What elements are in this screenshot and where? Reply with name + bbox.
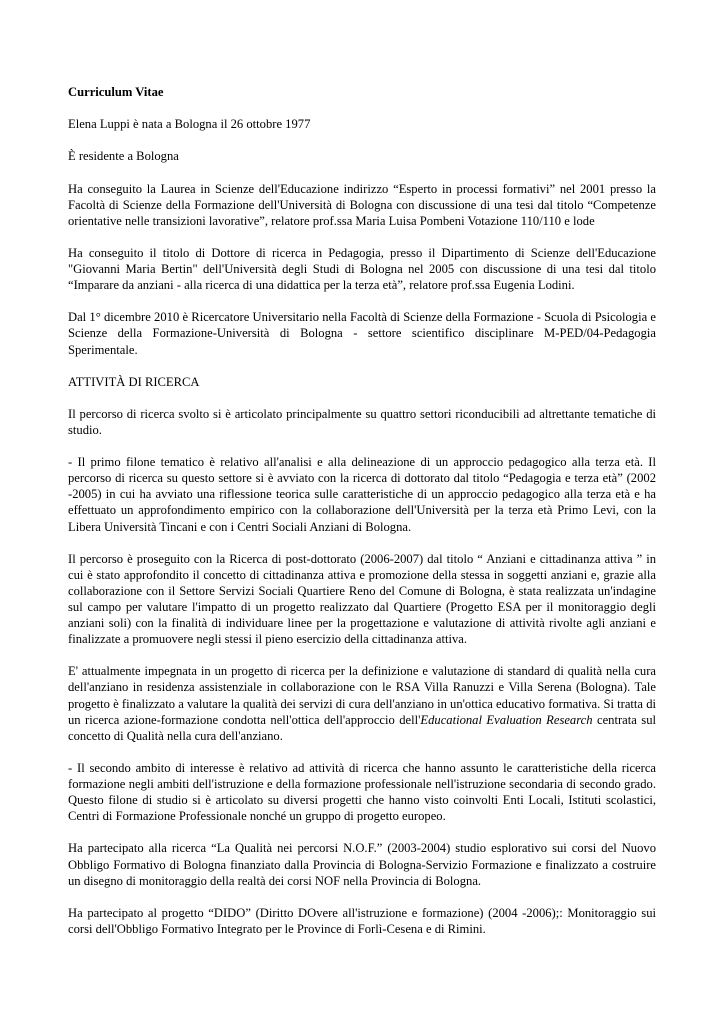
qualita-text-end: centrata sul concetto di Qualità nella cura dell'anziano. <box>68 712 657 743</box>
filone-2-paragraph: - Il secondo ambito di interesse è relativo ad attività di ricerca che hanno assunto le caratteristiche della ricerca formazione negli ambiti dell'istruzione e della formazione professionale nell'istruzione secondaria di secondo grado. Questo filone di studio si è articolato su diversi progetti che hanno visto coinvolti Enti Locali, Istituti scolastici, Centri di Formazione Professionale nonché un gruppo di progetto europeo. <box>68 760 656 824</box>
qualita-paragraph <box>68 663 656 743</box>
postdoc-paragraph: Il percorso è proseguito con la Ricerca di post-dottorato (2006-2007) dal titolo “ Anziani e cittadinanza attiva ” in cui è stato approfondito il concetto di cittadinanza attiva e promozione della stessa in soggetti anziani e, grazie alla collaborazione con il Settore Servizi Sociali Quartiere Reno del Comune di Bologna, è stata realizzata un'indagine sul campo per valutare l'impatto di un progetto realizzato dal Quartiere (Progetto ESA per il monitoraggio degli anziani soli) con la finalità di individuare linee per la progettazione e valutazione di attività rivolte agli anziani e finalizzate a promuovere negli stessi il pieno esercizio della cittadinanza attiva. <box>68 551 656 647</box>
filone-1-paragraph: - Il primo filone tematico è relativo all'analisi e alla delineazione di un approccio pedagogico alla terza età. Il percorso di ricerca su questo settore si è avviato con la ricerca di dottorato dal titolo “Pedagogia e terza età” (2002 -2005) in cui ha avviato una riflessione teorica sulle caratteristiche di un approccio pedagogico alla terza età e ha effettuato un approfondimento empirico con la collaborazione dell'Università per la terza età Primo Levi, con la Libera Università Tincani e con i Centri Sociali Anziani di Bologna. <box>68 455 656 534</box>
birth-info: Elena Luppi è nata a Bologna il 26 ottobre 1977 <box>68 117 311 132</box>
nof-paragraph: Ha partecipato alla ricerca “La Qualità nei percorsi N.O.F.” (2003-2004) studio esplorativo sui corsi del Nuovo Obbligo Formativo di Bologna finanziato dalla Provincia di Bologna-Servizio Formazione e finalizzato a costruire un disegno di monitoraggio della realtà dei corsi NOF nella Provincia di Bologna. <box>68 841 656 888</box>
section-heading: ATTIVITÀ DI RICERCA <box>68 374 200 389</box>
dottorato-paragraph: Ha conseguito il titolo di Dottore di ricerca in Pedagogia, presso il Dipartimento di Scienze dell'Educazione "Giovanni Maria Bertin" dell'Università degli Studi di Bologna nel 2005 con discussione di una tesi dal titolo “Imparare da anziani - alla ricerca di una didattica per la terza età”, relatore prof.ssa Eugenia Lodini. <box>68 245 656 293</box>
ricercatore-paragraph: Dal 1° dicembre 2010 è Ricercatore Universitario nella Facoltà di Scienze della Formazione - Scuola di Psicologia e Scienze della Formazione-Università di Bologna - settore scientifico disciplinare M-PED/04-Pedagogia Sperimentale. <box>68 310 656 357</box>
qualita-text-start: E' attualmente impegnata in un progetto di ricerca per la definizione e valutazione di standard di qualità nella cura dell'anziano in residenza assistenziale in collaborazione con le RSA Villa Ranuzzi e Villa Serena (Bologna). Tale progetto è finalizzato a valutare la qualità dei servizi di cura dell'anziano in un'ottica educativo formativa. Si tratta di un ricerca azione-formazione condotta nell'ottica dell'approccio dell' <box>68 664 656 727</box>
dido-paragraph: Ha partecipato al progetto “DIDO” (Diritto DOvere all'istruzione e formazione) (2004 -2006);: Monitoraggio sui corsi dell'Obbligo Formativo Integrato per le Province di Forlì-Cesena e di Rimini. <box>68 905 656 936</box>
document-title: Curriculum Vitae <box>68 85 164 99</box>
document-page <box>68 84 656 953</box>
laurea-paragraph: Ha conseguito la Laurea in Scienze dell'Educazione indirizzo “Esperto in processi formativi” nel 2001 presso la Facoltà di Scienze della Formazione dell'Università di Bologna con discussione di una tesi dal titolo “Competenze orientative nelle transizioni lavorative”, relatore prof.ssa Maria Luisa Pombeni Votazione 110/110 e lode <box>68 181 656 228</box>
residence-info: È residente a Bologna <box>68 149 179 164</box>
qualita-italic-term: Educational Evaluation Research <box>420 712 593 727</box>
research-intro: Il percorso di ricerca svolto si è articolato principalmente su quattro settori riconducibili ad altrettante tematiche di studio. <box>68 406 656 437</box>
